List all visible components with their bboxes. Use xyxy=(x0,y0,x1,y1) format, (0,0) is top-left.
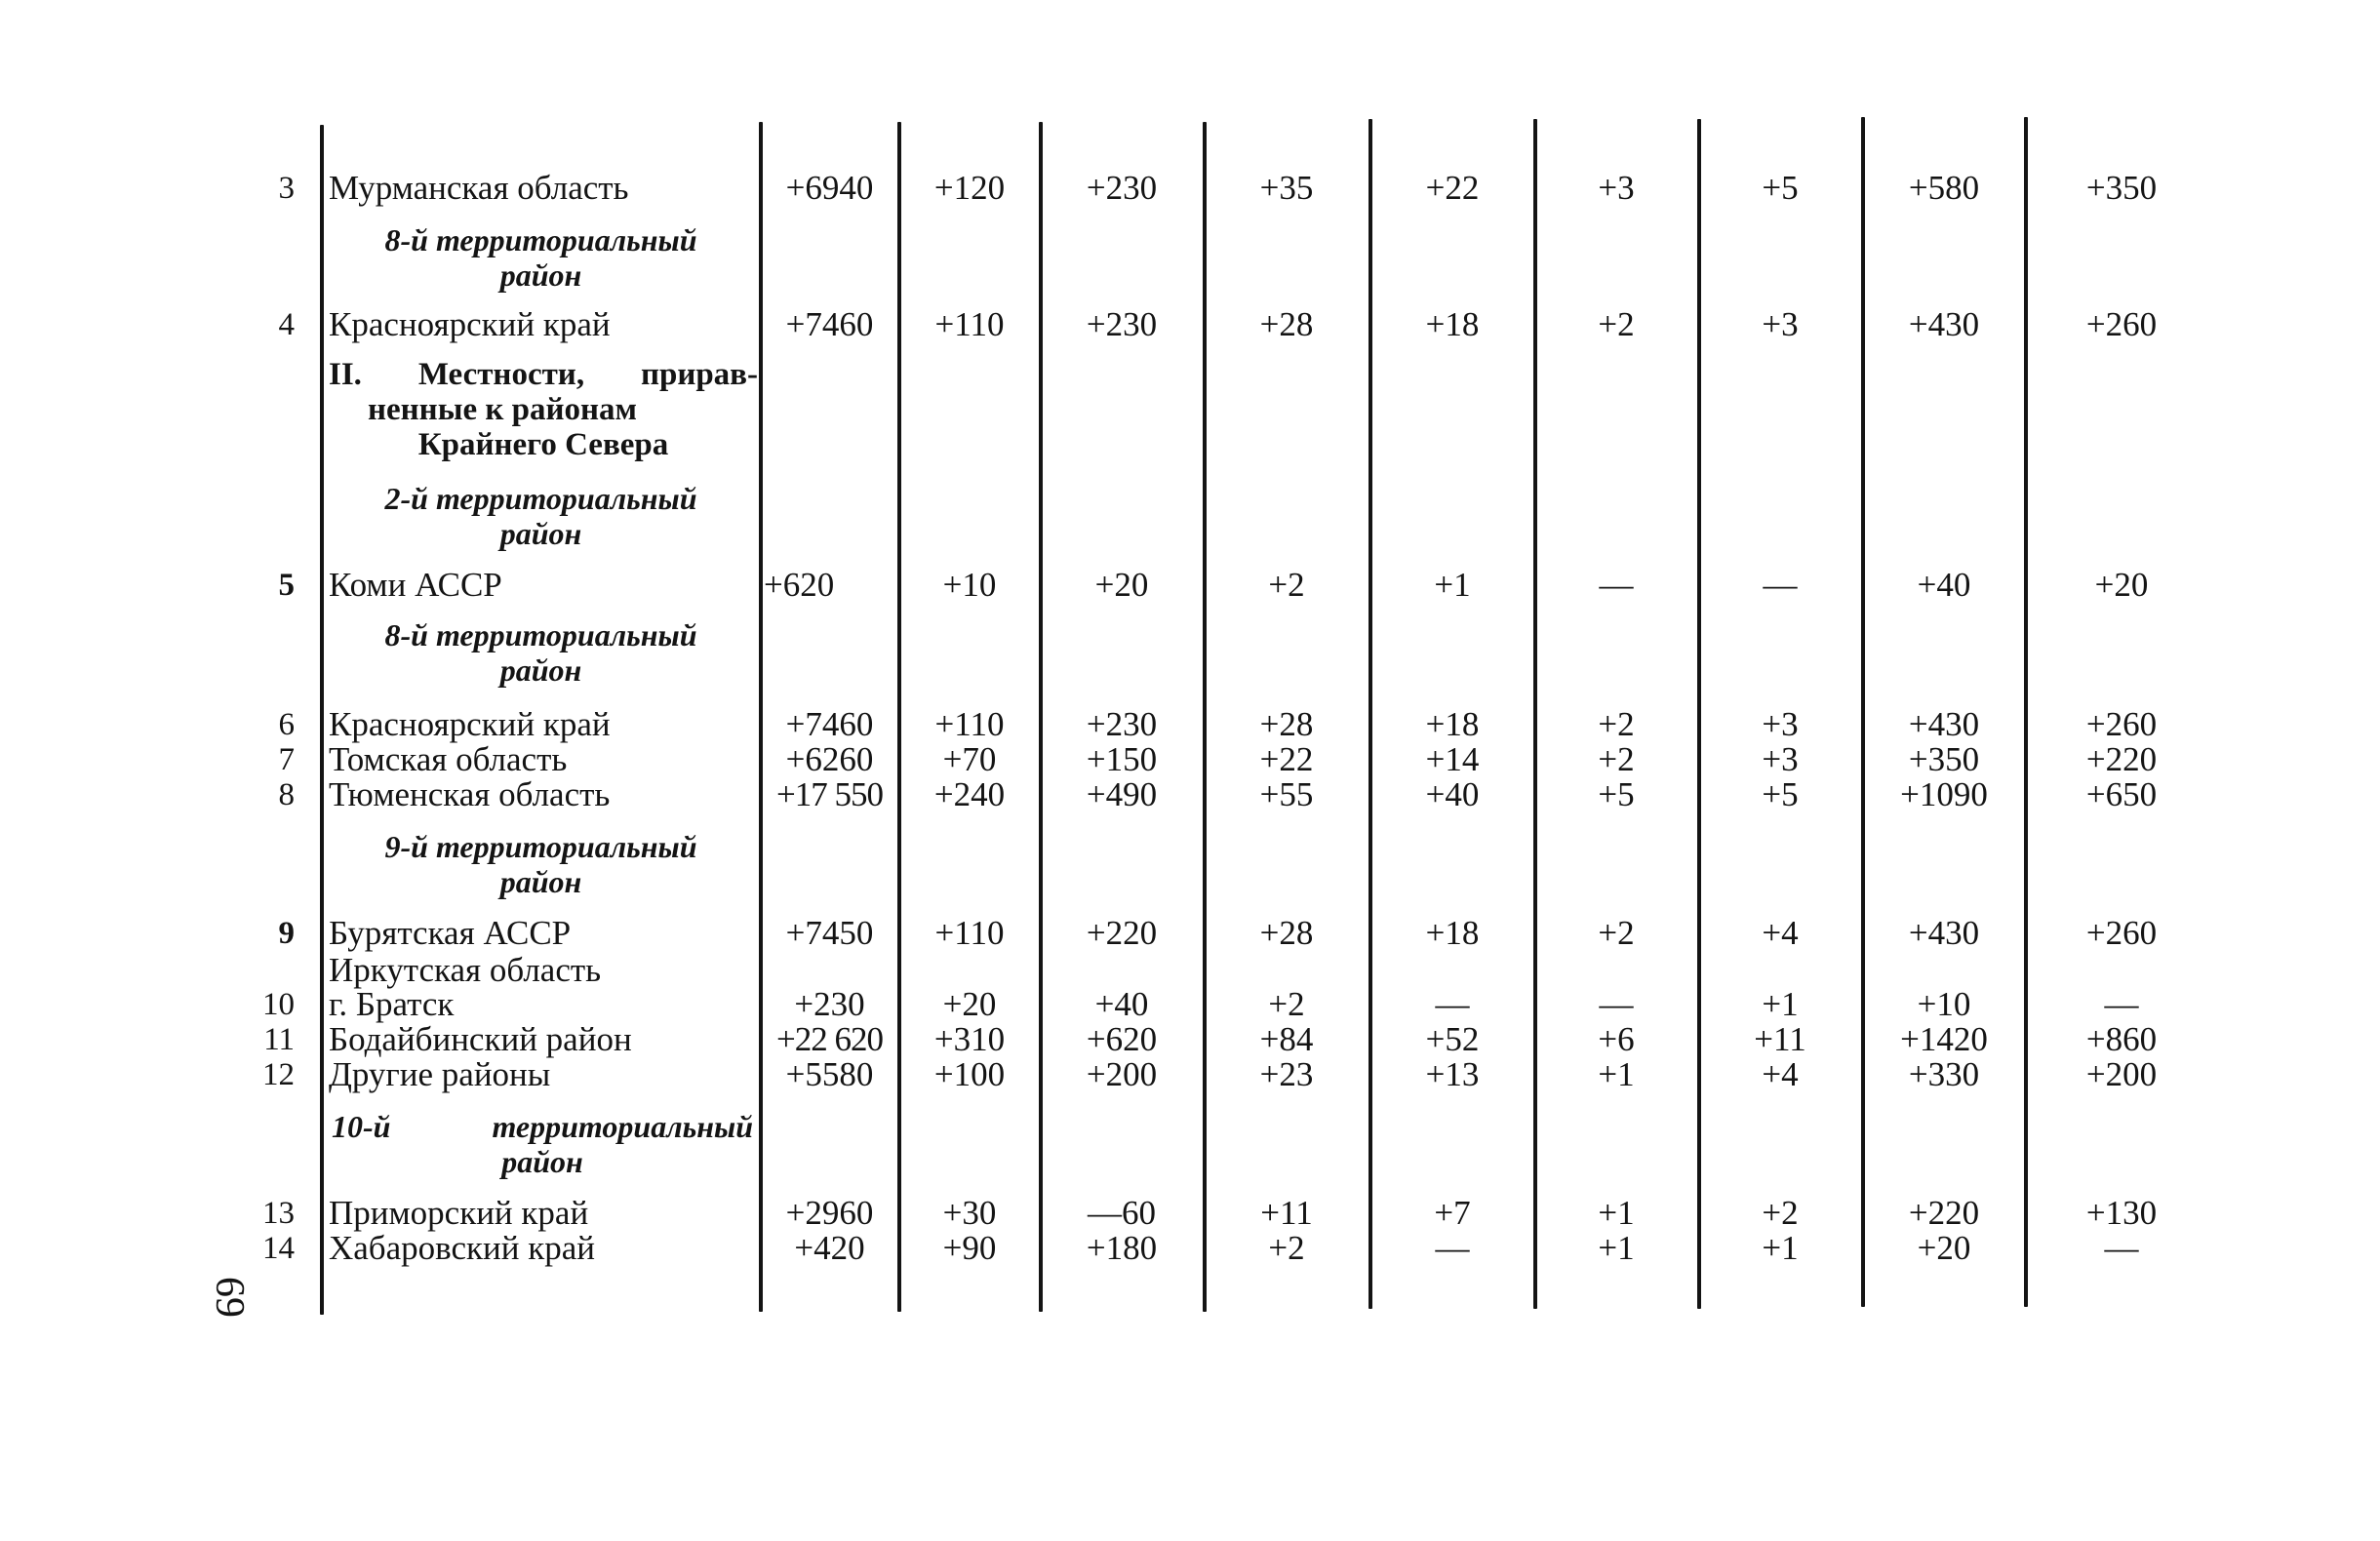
value-cell: +40 xyxy=(1425,775,1480,813)
value-cell: +6940 xyxy=(785,169,874,207)
value-cell: +2 xyxy=(1598,305,1635,343)
value-cell: +1 xyxy=(1598,1229,1635,1267)
value-cell: — xyxy=(1599,985,1634,1023)
value-cell: +20 xyxy=(942,985,997,1023)
region-name: Другие районы xyxy=(329,1055,551,1093)
value-cell: +120 xyxy=(933,169,1006,207)
value-cell: +17 550 xyxy=(776,775,883,813)
value-cell: +40 xyxy=(1917,566,1971,604)
region-name: Коми АССР xyxy=(329,566,502,604)
value-cell: +430 xyxy=(1908,914,1980,952)
row-number: 6 xyxy=(278,707,295,742)
value-cell: +230 xyxy=(1086,305,1158,343)
value-cell: +430 xyxy=(1908,305,1980,343)
value-cell: +40 xyxy=(1094,985,1149,1023)
value-cell: +620 xyxy=(764,566,835,604)
value-cell: +18 xyxy=(1425,305,1480,343)
value-cell: +10 xyxy=(942,566,997,604)
row-number: 10 xyxy=(262,987,295,1022)
row-number: 13 xyxy=(262,1196,295,1231)
value-cell: +3 xyxy=(1762,305,1799,343)
value-cell: +350 xyxy=(2085,169,2158,207)
value-cell: +14 xyxy=(1425,740,1480,778)
value-cell: — xyxy=(1763,566,1798,604)
value-cell: — xyxy=(1435,1229,1470,1267)
value-cell: +230 xyxy=(1086,169,1158,207)
value-cell: +1 xyxy=(1598,1194,1635,1232)
region-group-name: Иркутская область xyxy=(329,951,602,989)
value-cell: +22 xyxy=(1425,169,1480,207)
district-subheading: 8-й территориальный район xyxy=(384,222,697,293)
value-cell: +620 xyxy=(1086,1020,1158,1058)
value-cell: +5580 xyxy=(785,1055,874,1093)
value-cell: +100 xyxy=(933,1055,1006,1093)
value-cell: +22 xyxy=(1259,740,1314,778)
value-cell: +220 xyxy=(1908,1194,1980,1232)
value-cell: +70 xyxy=(942,740,997,778)
region-name: Приморский край xyxy=(329,1194,589,1232)
value-cell: +3 xyxy=(1762,705,1799,743)
value-cell: +10 xyxy=(1917,985,1971,1023)
value-cell: — xyxy=(2104,1229,2139,1267)
value-cell: +260 xyxy=(2085,705,2158,743)
value-cell: +430 xyxy=(1908,705,1980,743)
region-name: Красноярский край xyxy=(329,305,611,343)
column-rule xyxy=(897,122,901,1312)
column-rule xyxy=(1697,119,1701,1309)
value-cell: +200 xyxy=(1086,1055,1158,1093)
value-cell: +350 xyxy=(1908,740,1980,778)
value-cell: +2 xyxy=(1268,985,1305,1023)
column-rule xyxy=(759,122,763,1312)
column-rule xyxy=(1368,119,1372,1309)
value-cell: +5 xyxy=(1598,775,1635,813)
value-cell: +84 xyxy=(1259,1020,1314,1058)
value-cell: +650 xyxy=(2085,775,2158,813)
row-number: 9 xyxy=(278,916,295,951)
district-subheading: 9-й территориальный район xyxy=(384,829,697,899)
value-cell: +5 xyxy=(1762,169,1799,207)
region-name: Томская область xyxy=(329,740,568,778)
value-cell: +490 xyxy=(1086,775,1158,813)
value-cell: +55 xyxy=(1259,775,1314,813)
value-cell: +330 xyxy=(1908,1055,1980,1093)
district-subheading: 10-й территориальный район xyxy=(332,1109,753,1179)
value-cell: +3 xyxy=(1762,740,1799,778)
value-cell: +220 xyxy=(2085,740,2158,778)
row-number: 8 xyxy=(278,777,295,812)
column-rule xyxy=(1203,122,1207,1312)
value-cell: — xyxy=(1599,566,1634,604)
district-subheading: 8-й территориальный район xyxy=(384,617,697,688)
value-cell: +180 xyxy=(1086,1229,1158,1267)
value-cell: +18 xyxy=(1425,914,1480,952)
region-name: г. Братск xyxy=(329,985,455,1023)
value-cell: +1420 xyxy=(1900,1020,1988,1058)
value-cell: +7460 xyxy=(785,305,874,343)
value-cell: +6260 xyxy=(785,740,874,778)
value-cell: +110 xyxy=(934,914,1005,952)
value-cell: +130 xyxy=(2085,1194,2158,1232)
value-cell: +7460 xyxy=(785,705,874,743)
column-rule xyxy=(320,125,324,1315)
value-cell: —60 xyxy=(1088,1194,1156,1232)
value-cell: +110 xyxy=(934,705,1005,743)
value-cell: +4 xyxy=(1762,914,1799,952)
column-rule xyxy=(1533,119,1537,1309)
column-rule xyxy=(1039,122,1043,1312)
value-cell: +5 xyxy=(1762,775,1799,813)
value-cell: — xyxy=(1435,985,1470,1023)
value-cell: +580 xyxy=(1908,169,1980,207)
value-cell: +28 xyxy=(1259,705,1314,743)
value-cell: — xyxy=(2104,985,2139,1023)
value-cell: +2 xyxy=(1762,1194,1799,1232)
region-name: Красноярский край xyxy=(329,705,611,743)
value-cell: +150 xyxy=(1086,740,1158,778)
column-rule xyxy=(1861,117,1865,1307)
region-name: Мурманская область xyxy=(329,169,629,207)
row-number: 12 xyxy=(262,1057,295,1092)
value-cell: +20 xyxy=(1917,1229,1971,1267)
value-cell: +860 xyxy=(2085,1020,2158,1058)
column-rule xyxy=(2024,117,2028,1307)
value-cell: +11 xyxy=(1260,1194,1313,1232)
value-cell: +52 xyxy=(1425,1020,1480,1058)
value-cell: +2 xyxy=(1598,914,1635,952)
value-cell: +240 xyxy=(933,775,1006,813)
value-cell: +90 xyxy=(942,1229,997,1267)
row-number: 5 xyxy=(278,568,295,603)
value-cell: +20 xyxy=(1094,566,1149,604)
value-cell: +7450 xyxy=(785,914,874,952)
value-cell: +23 xyxy=(1259,1055,1314,1093)
value-cell: +7 xyxy=(1434,1194,1471,1232)
value-cell: +28 xyxy=(1259,305,1314,343)
value-cell: +35 xyxy=(1259,169,1314,207)
value-cell: +230 xyxy=(1086,705,1158,743)
value-cell: +1 xyxy=(1762,985,1799,1023)
row-number: 14 xyxy=(262,1231,295,1266)
value-cell: +13 xyxy=(1425,1055,1480,1093)
value-cell: +420 xyxy=(794,1229,865,1267)
value-cell: +260 xyxy=(2085,305,2158,343)
value-cell: +11 xyxy=(1754,1020,1806,1058)
region-name: Бурятская АССР xyxy=(329,914,572,952)
value-cell: +1 xyxy=(1762,1229,1799,1267)
value-cell: +6 xyxy=(1598,1020,1635,1058)
value-cell: +2 xyxy=(1598,705,1635,743)
region-name: Бодайбинский район xyxy=(329,1020,632,1058)
value-cell: +1090 xyxy=(1900,775,1988,813)
value-cell: +22 620 xyxy=(776,1020,883,1058)
value-cell: +4 xyxy=(1762,1055,1799,1093)
value-cell: +310 xyxy=(933,1020,1006,1058)
value-cell: +2 xyxy=(1268,566,1305,604)
value-cell: +110 xyxy=(934,305,1005,343)
value-cell: +230 xyxy=(794,985,865,1023)
region-name: Хабаровский край xyxy=(329,1229,595,1267)
value-cell: +28 xyxy=(1259,914,1314,952)
value-cell: +3 xyxy=(1598,169,1635,207)
value-cell: +20 xyxy=(2094,566,2149,604)
section-heading: II. Местности, прирав- ненные к районам Крайнего Севера xyxy=(329,357,758,462)
value-cell: +1 xyxy=(1598,1055,1635,1093)
row-number: 7 xyxy=(278,742,295,777)
district-subheading: 2-й территориальный район xyxy=(384,481,697,551)
value-cell: +2960 xyxy=(785,1194,874,1232)
value-cell: +220 xyxy=(1086,914,1158,952)
value-cell: +2 xyxy=(1598,740,1635,778)
value-cell: +1 xyxy=(1434,566,1471,604)
row-number: 3 xyxy=(278,171,295,206)
page-number: 69 xyxy=(207,1277,252,1318)
value-cell: +30 xyxy=(942,1194,997,1232)
row-number: 4 xyxy=(278,307,295,342)
value-cell: +260 xyxy=(2085,914,2158,952)
value-cell: +200 xyxy=(2085,1055,2158,1093)
value-cell: +18 xyxy=(1425,705,1480,743)
region-name: Тюменская область xyxy=(329,775,611,813)
row-number: 11 xyxy=(263,1022,295,1057)
value-cell: +2 xyxy=(1268,1229,1305,1267)
